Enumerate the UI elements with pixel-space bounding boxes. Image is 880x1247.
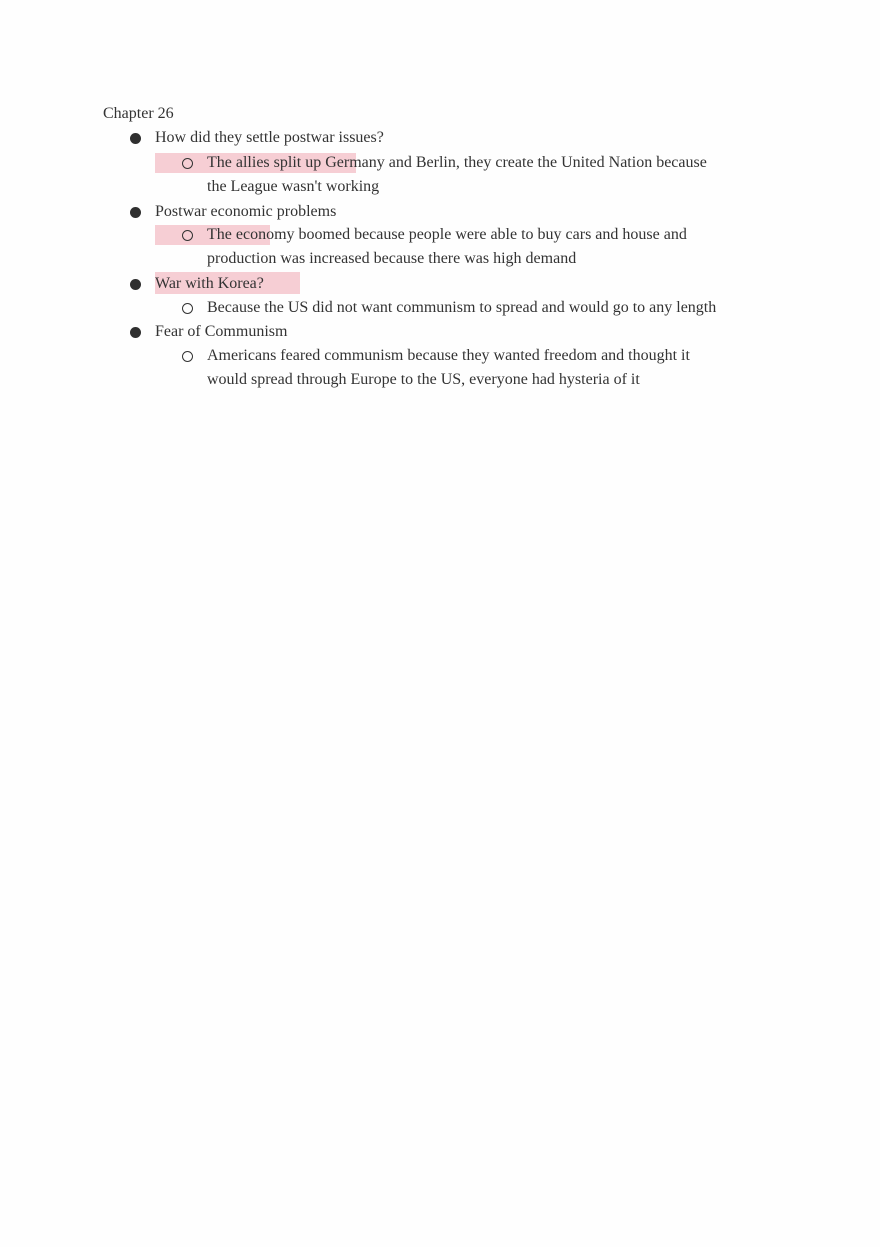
sub-list-item: The economy boomed because people were able to buy cars and house and (207, 226, 687, 243)
sub-bullet-icon (182, 303, 193, 314)
sub-list-item-continued: would spread through Europe to the US, everyone had hysteria of it (207, 371, 640, 388)
list-item: How did they settle postwar issues? (155, 129, 384, 146)
bullet-icon (130, 207, 141, 218)
sub-bullet-icon (182, 351, 193, 362)
sub-list-item: The allies split up Germany and Berlin, they create the United Nation because (207, 154, 707, 171)
bullet-icon (130, 133, 141, 144)
list-item: War with Korea? (155, 275, 264, 292)
sub-list-item: Because the US did not want communism to spread and would go to any length (207, 299, 717, 316)
chapter-heading: Chapter 26 (103, 105, 174, 122)
sub-bullet-icon (182, 158, 193, 169)
list-item: Fear of Communism (155, 323, 288, 340)
bullet-icon (130, 279, 141, 290)
sub-list-item: Americans feared communism because they wanted freedom and thought it (207, 347, 690, 364)
bullet-icon (130, 327, 141, 338)
sub-list-item-continued: the League wasn't working (207, 178, 380, 195)
sub-list-item-continued: production was increased because there was high demand (207, 250, 577, 267)
list-item: Postwar economic problems (155, 203, 337, 220)
sub-bullet-icon (182, 230, 193, 241)
